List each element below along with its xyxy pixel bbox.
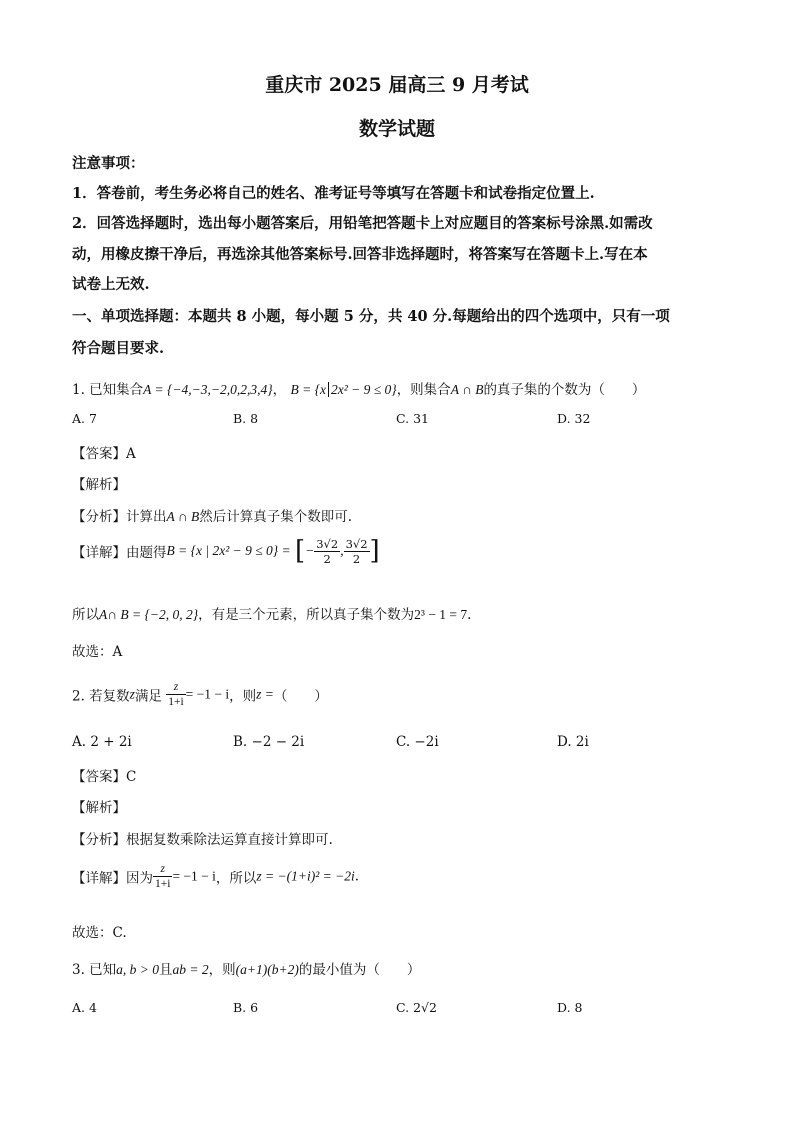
detail-text: 由题得 — [126, 545, 167, 561]
q1-option-b: B. 8 — [233, 411, 259, 426]
section-heading: 一、单项选择题：本题共 8 小题，每小题 5 分，共 40 分.每题给出的四个选项中，只有一项 — [72, 308, 670, 325]
q3-cond: a, b > 0 — [116, 962, 160, 977]
q3-option-c: C. 2√2 — [396, 1000, 437, 1015]
q1-option-c: C. 31 — [396, 411, 429, 426]
q3-expr: (a+1)(b+2) — [235, 962, 299, 977]
q1-sep: ， — [272, 382, 287, 398]
q2-detail-eq: = −1 − i — [172, 868, 216, 884]
q2-detail — [72, 862, 359, 891]
q2-fraction — [166, 680, 185, 709]
q2-paren: （ ） — [273, 688, 328, 705]
fenxi-tag: 【分析】 — [72, 509, 126, 525]
q2-frac-den: 1+i — [168, 696, 184, 708]
minus-sign: − — [305, 543, 315, 558]
q3-option-d: D. 8 — [557, 1000, 583, 1015]
q2-option-d: D. 2i — [557, 734, 589, 750]
q2-detail-text-b: ，所以 — [215, 870, 257, 887]
fenxi-aib: A ∩ B — [166, 509, 200, 524]
question-1 — [72, 378, 645, 398]
q1-choice: 故选：A — [72, 644, 123, 660]
answer-value: C — [126, 769, 137, 785]
q1-option-a: A. 7 — [72, 411, 97, 426]
q1-set-a: A = {−4,−3,−2,0,2,3,4} — [143, 382, 273, 397]
q1-set-b-left: B = {x — [290, 382, 326, 397]
answer-tag: 【答案】 — [72, 446, 126, 462]
fenxi-text-b: 然后计算真子集个数即可. — [199, 509, 353, 525]
q2-suffix: ，则 — [229, 688, 257, 705]
notice-item-2-cont: 动，用橡皮擦干净后，再选涂其他答案标号.回答非选择题时，将答案写在答题卡上.写在本 — [72, 246, 648, 263]
q2-prefix: 2. 若复数 — [72, 688, 130, 705]
q1-set-b-right: 2x² − 9 ≤ 0} — [330, 382, 397, 397]
q1-option-d: D. 32 — [557, 411, 591, 426]
q2-detail-frac-num: z — [160, 863, 165, 875]
fenxi-text-a: 计算出 — [126, 509, 167, 525]
detail-text: 因为 — [126, 870, 153, 887]
q2-answer — [72, 765, 136, 785]
q3-suffix: 的最小值为（ ） — [298, 962, 421, 978]
page-subtitle: 数学试题 — [358, 118, 435, 140]
q3-option-b: B. 6 — [233, 1000, 259, 1015]
comma: , — [340, 543, 344, 558]
fraction-pos — [344, 537, 370, 566]
so-expr: A∩ B = {−2, 0, 2} — [99, 607, 199, 622]
q1-suffix: 的真子集的个数为（ ） — [483, 382, 646, 398]
q3-ab: ab = 2 — [172, 962, 209, 977]
left-bracket: [ — [294, 536, 306, 566]
page-title: 重庆市 2025 届高三 9 月考试 — [265, 74, 529, 96]
so-text-b: ，有是三个元素，所以真子集个数为 — [198, 607, 415, 623]
right-bracket: ] — [369, 536, 380, 566]
frac-den: 2 — [314, 551, 340, 566]
fenxi-tag: 【分析】 — [72, 832, 126, 848]
q1-analysis-tag: 【解析】 — [72, 477, 126, 493]
q1-set-b — [290, 382, 396, 397]
q3-and: 且 — [159, 962, 173, 978]
q2-option-b: B. −2 − 2i — [233, 734, 305, 750]
q1-prefix: 1. 已知集合 — [72, 382, 144, 398]
q1-mid: ，则集合 — [396, 382, 451, 398]
q2-detail-result: z = −(1+i)² = −2i — [256, 868, 355, 884]
notice-item-2: 2．回答选择题时，选出每小题答案后，用铅笔把答题卡上对应题目的答案标号涂黑.如需改 — [72, 215, 653, 232]
q3-prefix: 3. 已知 — [72, 962, 117, 978]
q3-then: ，则 — [208, 962, 236, 978]
q2-detail-end: . — [354, 868, 360, 885]
so-end: . — [467, 607, 472, 623]
answer-tag: 【答案】 — [72, 769, 126, 785]
q2-detail-fraction — [153, 862, 172, 891]
frac-num: 3√2 — [345, 536, 368, 551]
q2-analysis-tag: 【解析】 — [72, 800, 126, 816]
fraction-neg — [314, 537, 340, 566]
q2-frac-num: z — [173, 681, 179, 693]
frac-den: 2 — [344, 551, 370, 566]
question-2 — [72, 680, 328, 709]
frac-num: 3√2 — [316, 536, 339, 551]
q2-option-a: A. 2 + 2i — [72, 734, 132, 750]
detail-tag: 【详解】 — [72, 870, 126, 887]
so-text: 所以 — [72, 607, 99, 623]
q2-choice: 故选：C. — [72, 925, 127, 941]
notice-heading: 注意事项： — [72, 155, 145, 172]
q1-fenxi — [72, 505, 352, 525]
notice-item-2-end: 试卷上无效. — [72, 276, 150, 293]
detail-tag: 【详解】 — [72, 545, 126, 561]
q2-option-c: C. −2i — [396, 734, 439, 750]
q1-aib: A ∩ B — [450, 382, 484, 397]
so-calc: 2³ − 1 = 7 — [414, 607, 468, 622]
question-3 — [72, 958, 420, 978]
q1-conclusion — [72, 603, 471, 623]
notice-item-1: 1．答卷前，考生务必将自己的姓名、准考证号等填写在答题卡和试卷指定位置上. — [72, 185, 595, 202]
section-heading-cont: 符合题目要求. — [72, 340, 165, 357]
q2-mid: 满足 — [134, 688, 162, 705]
q2-eq: = −1 − i — [185, 686, 230, 702]
detail-set-expr: B = {x | 2x² − 9 ≤ 0} = — [166, 543, 291, 558]
q1-answer — [72, 442, 136, 462]
q2-z: z — [129, 686, 135, 702]
q2-fenxi — [72, 828, 333, 848]
q1-detail — [72, 536, 380, 566]
q3-option-a: A. 4 — [72, 1000, 97, 1015]
answer-value: A — [126, 446, 136, 462]
q2-zeq: z = — [256, 686, 274, 702]
q2-detail-frac-den: 1+i — [155, 878, 171, 890]
fenxi-text: 根据复数乘除法运算直接计算即可. — [126, 832, 333, 848]
